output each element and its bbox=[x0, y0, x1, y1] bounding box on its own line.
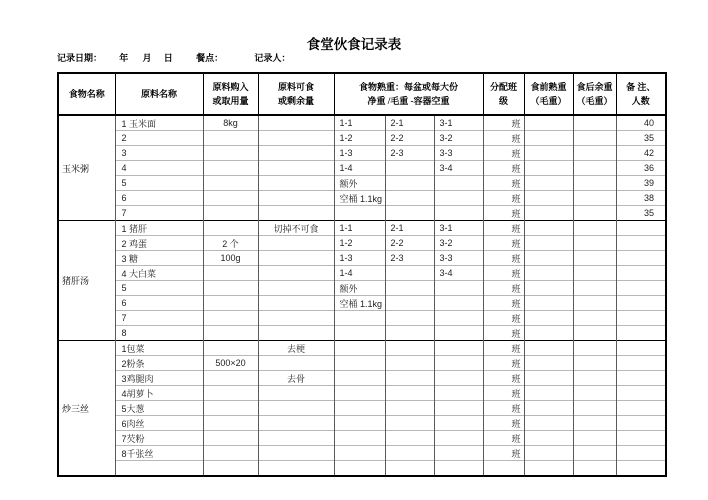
cell-purchase-amount: 500×20 bbox=[203, 356, 258, 371]
cell-purchase-amount: 8kg bbox=[203, 115, 258, 131]
cell-assigned-class: 班 bbox=[483, 221, 524, 236]
cell-material-name: 2 bbox=[115, 131, 203, 146]
table-row bbox=[58, 221, 666, 236]
cell-note-headcount bbox=[616, 371, 666, 386]
cell-post-meal-weight bbox=[573, 281, 616, 296]
cell-cooked-weight-1 bbox=[334, 371, 385, 386]
cell-material-name: 7芡粉 bbox=[115, 431, 203, 446]
column-header: 原料购入 或取用量 bbox=[203, 73, 258, 115]
cell-post-meal-weight bbox=[573, 326, 616, 341]
cell-cooked-weight-3 bbox=[434, 371, 483, 386]
record-table bbox=[57, 72, 667, 477]
cell-cooked-weight-1: 1-3 bbox=[334, 251, 385, 266]
cell-assigned-class: 班 bbox=[483, 176, 524, 191]
cell-edible-amount bbox=[258, 356, 334, 371]
cell-pre-meal-weight bbox=[524, 461, 573, 477]
cell-purchase-amount bbox=[203, 326, 258, 341]
table-row bbox=[58, 371, 666, 386]
cell-post-meal-weight bbox=[573, 236, 616, 251]
cell-cooked-weight-2: 2-2 bbox=[385, 236, 434, 251]
cell-cooked-weight-3 bbox=[434, 431, 483, 446]
cell-edible-amount bbox=[258, 236, 334, 251]
table-row bbox=[58, 296, 666, 311]
cell-post-meal-weight bbox=[573, 356, 616, 371]
table-row bbox=[58, 386, 666, 401]
cell-material-name: 3 糖 bbox=[115, 251, 203, 266]
cell-post-meal-weight bbox=[573, 296, 616, 311]
table-row bbox=[58, 311, 666, 326]
cell-edible-amount bbox=[258, 386, 334, 401]
cell-post-meal-weight bbox=[573, 386, 616, 401]
table-body bbox=[58, 115, 666, 476]
cell-cooked-weight-1 bbox=[334, 341, 385, 356]
cell-note-headcount bbox=[616, 296, 666, 311]
column-header: 备 注、 人数 bbox=[616, 73, 666, 115]
column-header: 原料名称 bbox=[115, 73, 203, 115]
cell-cooked-weight-2 bbox=[385, 461, 434, 477]
cell-purchase-amount bbox=[203, 161, 258, 176]
table-header bbox=[58, 73, 666, 115]
table-row bbox=[58, 236, 666, 251]
cell-note-headcount bbox=[616, 326, 666, 341]
cell-note-headcount bbox=[616, 446, 666, 461]
cell-pre-meal-weight bbox=[524, 206, 573, 221]
cell-cooked-weight-2 bbox=[385, 161, 434, 176]
column-header: 食前熟重 （毛重） bbox=[524, 73, 573, 115]
cell-pre-meal-weight bbox=[524, 176, 573, 191]
cell-cooked-weight-3 bbox=[434, 386, 483, 401]
cell-note-headcount: 36 bbox=[616, 161, 666, 176]
cell-purchase-amount bbox=[203, 176, 258, 191]
cell-cooked-weight-2: 2-1 bbox=[385, 115, 434, 131]
cell-cooked-weight-1: 1-4 bbox=[334, 161, 385, 176]
cell-post-meal-weight bbox=[573, 251, 616, 266]
cell-note-headcount bbox=[616, 236, 666, 251]
cell-cooked-weight-2 bbox=[385, 176, 434, 191]
table-row bbox=[58, 266, 666, 281]
cell-cooked-weight-2 bbox=[385, 386, 434, 401]
cell-note-headcount bbox=[616, 401, 666, 416]
cell-edible-amount bbox=[258, 311, 334, 326]
cell-assigned-class: 班 bbox=[483, 326, 524, 341]
cell-note-headcount bbox=[616, 341, 666, 356]
table-row bbox=[58, 356, 666, 371]
cell-pre-meal-weight bbox=[524, 266, 573, 281]
cell-material-name: 6 bbox=[115, 296, 203, 311]
cell-cooked-weight-3: 3-2 bbox=[434, 131, 483, 146]
cell-assigned-class: 班 bbox=[483, 401, 524, 416]
cell-cooked-weight-3: 3-3 bbox=[434, 146, 483, 161]
cell-cooked-weight-3 bbox=[434, 461, 483, 477]
cell-post-meal-weight bbox=[573, 266, 616, 281]
cell-cooked-weight-2: 2-3 bbox=[385, 251, 434, 266]
cell-material-name: 4 bbox=[115, 161, 203, 176]
meal-label: 餐点： bbox=[196, 53, 224, 63]
cell-pre-meal-weight bbox=[524, 371, 573, 386]
table-row bbox=[58, 341, 666, 356]
cell-pre-meal-weight bbox=[524, 115, 573, 131]
cell-pre-meal-weight bbox=[524, 416, 573, 431]
cell-note-headcount bbox=[616, 356, 666, 371]
table-row bbox=[58, 326, 666, 341]
cell-cooked-weight-1: 空桶 1.1kg bbox=[334, 296, 385, 311]
cell-edible-amount bbox=[258, 431, 334, 446]
cell-purchase-amount bbox=[203, 221, 258, 236]
cell-material-name: 4胡萝卜 bbox=[115, 386, 203, 401]
cell-cooked-weight-2 bbox=[385, 311, 434, 326]
cell-cooked-weight-1 bbox=[334, 356, 385, 371]
cell-cooked-weight-2 bbox=[385, 371, 434, 386]
cell-note-headcount bbox=[616, 386, 666, 401]
cell-note-headcount: 40 bbox=[616, 115, 666, 131]
cell-cooked-weight-3 bbox=[434, 341, 483, 356]
cell-cooked-weight-3 bbox=[434, 311, 483, 326]
table-row bbox=[58, 281, 666, 296]
food-name-cell: 炒三丝 bbox=[58, 341, 115, 477]
cell-edible-amount bbox=[258, 115, 334, 131]
cell-cooked-weight-1: 1-2 bbox=[334, 131, 385, 146]
cell-purchase-amount bbox=[203, 206, 258, 221]
cell-edible-amount bbox=[258, 176, 334, 191]
cell-note-headcount bbox=[616, 416, 666, 431]
cell-material-name: 5 bbox=[115, 281, 203, 296]
cell-edible-amount bbox=[258, 416, 334, 431]
cell-cooked-weight-2 bbox=[385, 281, 434, 296]
cell-purchase-amount bbox=[203, 341, 258, 356]
cell-cooked-weight-3 bbox=[434, 446, 483, 461]
cell-cooked-weight-2 bbox=[385, 266, 434, 281]
cell-edible-amount: 切掉不可食 bbox=[258, 221, 334, 236]
cell-note-headcount bbox=[616, 251, 666, 266]
cell-note-headcount bbox=[616, 311, 666, 326]
cell-cooked-weight-3: 3-1 bbox=[434, 221, 483, 236]
cell-assigned-class: 班 bbox=[483, 446, 524, 461]
cell-purchase-amount bbox=[203, 416, 258, 431]
cell-material-name: 8 bbox=[115, 326, 203, 341]
cell-note-headcount: 42 bbox=[616, 146, 666, 161]
cell-pre-meal-weight bbox=[524, 311, 573, 326]
cell-material-name: 7 bbox=[115, 206, 203, 221]
table-row bbox=[58, 191, 666, 206]
table-row bbox=[58, 146, 666, 161]
cell-post-meal-weight bbox=[573, 446, 616, 461]
cell-material-name bbox=[115, 461, 203, 477]
cell-assigned-class: 班 bbox=[483, 296, 524, 311]
table-row bbox=[58, 416, 666, 431]
cell-post-meal-weight bbox=[573, 341, 616, 356]
food-name-cell: 玉米粥 bbox=[58, 115, 115, 221]
cell-assigned-class: 班 bbox=[483, 266, 524, 281]
cell-material-name: 8千张丝 bbox=[115, 446, 203, 461]
cell-cooked-weight-2 bbox=[385, 341, 434, 356]
cell-purchase-amount bbox=[203, 296, 258, 311]
cell-cooked-weight-2 bbox=[385, 356, 434, 371]
table-row bbox=[58, 131, 666, 146]
cell-pre-meal-weight bbox=[524, 401, 573, 416]
cell-edible-amount: 去梗 bbox=[258, 341, 334, 356]
cell-note-headcount bbox=[616, 431, 666, 446]
cell-cooked-weight-1: 空桶 1.1kg bbox=[334, 191, 385, 206]
record-info-line bbox=[57, 51, 657, 64]
cell-note-headcount bbox=[616, 281, 666, 296]
recorder-label: 记录人： bbox=[254, 53, 291, 63]
cell-cooked-weight-1 bbox=[334, 401, 385, 416]
cell-pre-meal-weight bbox=[524, 221, 573, 236]
cell-pre-meal-weight bbox=[524, 131, 573, 146]
cell-purchase-amount bbox=[203, 191, 258, 206]
cell-edible-amount bbox=[258, 266, 334, 281]
cell-cooked-weight-2 bbox=[385, 191, 434, 206]
cell-purchase-amount bbox=[203, 446, 258, 461]
cell-cooked-weight-3: 3-4 bbox=[434, 161, 483, 176]
cell-cooked-weight-1 bbox=[334, 206, 385, 221]
food-name-cell: 猪肝汤 bbox=[58, 221, 115, 341]
cell-purchase-amount bbox=[203, 131, 258, 146]
cell-purchase-amount bbox=[203, 281, 258, 296]
cell-cooked-weight-3 bbox=[434, 176, 483, 191]
cell-cooked-weight-2 bbox=[385, 446, 434, 461]
cell-edible-amount bbox=[258, 161, 334, 176]
cell-material-name: 6肉丝 bbox=[115, 416, 203, 431]
cell-assigned-class: 班 bbox=[483, 431, 524, 446]
cell-edible-amount bbox=[258, 206, 334, 221]
cell-post-meal-weight bbox=[573, 206, 616, 221]
cell-cooked-weight-3 bbox=[434, 281, 483, 296]
cell-post-meal-weight bbox=[573, 431, 616, 446]
cell-cooked-weight-3 bbox=[434, 356, 483, 371]
cell-post-meal-weight bbox=[573, 371, 616, 386]
cell-note-headcount: 38 bbox=[616, 191, 666, 206]
cell-cooked-weight-1: 1-4 bbox=[334, 266, 385, 281]
column-header: 分配班 级 bbox=[483, 73, 524, 115]
cell-cooked-weight-1: 额外 bbox=[334, 176, 385, 191]
cell-cooked-weight-2: 2-1 bbox=[385, 221, 434, 236]
cell-post-meal-weight bbox=[573, 161, 616, 176]
cell-assigned-class: 班 bbox=[483, 311, 524, 326]
cell-pre-meal-weight bbox=[524, 431, 573, 446]
cell-post-meal-weight bbox=[573, 461, 616, 477]
cell-cooked-weight-2 bbox=[385, 401, 434, 416]
cell-note-headcount bbox=[616, 266, 666, 281]
cell-material-name: 4 大白菜 bbox=[115, 266, 203, 281]
cell-assigned-class: 班 bbox=[483, 146, 524, 161]
cell-note-headcount bbox=[616, 221, 666, 236]
cell-post-meal-weight bbox=[573, 146, 616, 161]
table-row bbox=[58, 401, 666, 416]
cell-material-name: 1 玉米面 bbox=[115, 115, 203, 131]
cell-edible-amount: 去骨 bbox=[258, 371, 334, 386]
cell-assigned-class: 班 bbox=[483, 206, 524, 221]
cell-cooked-weight-1 bbox=[334, 416, 385, 431]
cell-assigned-class: 班 bbox=[483, 371, 524, 386]
column-header: 食后余重 （毛重） bbox=[573, 73, 616, 115]
cell-purchase-amount bbox=[203, 386, 258, 401]
cell-assigned-class: 班 bbox=[483, 161, 524, 176]
cell-cooked-weight-1 bbox=[334, 311, 385, 326]
column-header: 食物名称 bbox=[58, 73, 115, 115]
cell-pre-meal-weight bbox=[524, 161, 573, 176]
cell-cooked-weight-2: 2-3 bbox=[385, 146, 434, 161]
cell-edible-amount bbox=[258, 146, 334, 161]
cell-cooked-weight-3: 3-4 bbox=[434, 266, 483, 281]
cell-purchase-amount: 2 个 bbox=[203, 236, 258, 251]
cell-edible-amount bbox=[258, 401, 334, 416]
cell-cooked-weight-1: 1-2 bbox=[334, 236, 385, 251]
cell-post-meal-weight bbox=[573, 131, 616, 146]
cell-purchase-amount bbox=[203, 431, 258, 446]
cell-note-headcount: 35 bbox=[616, 206, 666, 221]
cell-cooked-weight-3 bbox=[434, 206, 483, 221]
cell-cooked-weight-3 bbox=[434, 401, 483, 416]
cell-post-meal-weight bbox=[573, 191, 616, 206]
cell-cooked-weight-1 bbox=[334, 326, 385, 341]
cell-cooked-weight-1: 1-1 bbox=[334, 221, 385, 236]
cell-pre-meal-weight bbox=[524, 386, 573, 401]
cell-pre-meal-weight bbox=[524, 326, 573, 341]
cell-cooked-weight-3 bbox=[434, 191, 483, 206]
cell-pre-meal-weight bbox=[524, 446, 573, 461]
cell-assigned-class: 班 bbox=[483, 341, 524, 356]
cell-cooked-weight-2 bbox=[385, 416, 434, 431]
cell-cooked-weight-3 bbox=[434, 416, 483, 431]
table-row bbox=[58, 176, 666, 191]
cell-post-meal-weight bbox=[573, 416, 616, 431]
cell-purchase-amount bbox=[203, 401, 258, 416]
cell-material-name: 3 bbox=[115, 146, 203, 161]
cell-cooked-weight-2: 2-2 bbox=[385, 131, 434, 146]
cell-post-meal-weight bbox=[573, 401, 616, 416]
cell-pre-meal-weight bbox=[524, 236, 573, 251]
table-row bbox=[58, 431, 666, 446]
form-title: 食堂伙食记录表 bbox=[306, 37, 402, 52]
cell-cooked-weight-1: 1-3 bbox=[334, 146, 385, 161]
cell-purchase-amount bbox=[203, 461, 258, 477]
cell-material-name: 5大葱 bbox=[115, 401, 203, 416]
cell-post-meal-weight bbox=[573, 115, 616, 131]
cell-assigned-class: 班 bbox=[483, 115, 524, 131]
cell-edible-amount bbox=[258, 131, 334, 146]
table-row bbox=[58, 115, 666, 131]
cell-cooked-weight-3: 3-1 bbox=[434, 115, 483, 131]
cell-edible-amount bbox=[258, 326, 334, 341]
cell-pre-meal-weight bbox=[524, 296, 573, 311]
cell-material-name: 2粉条 bbox=[115, 356, 203, 371]
cell-post-meal-weight bbox=[573, 176, 616, 191]
column-header: 食物熟重：每盆或每大份 净重 /毛重 -容器空重 bbox=[334, 73, 483, 115]
cell-purchase-amount bbox=[203, 371, 258, 386]
cell-cooked-weight-1 bbox=[334, 446, 385, 461]
cell-cooked-weight-3: 3-3 bbox=[434, 251, 483, 266]
cell-material-name: 1包菜 bbox=[115, 341, 203, 356]
table-row bbox=[58, 446, 666, 461]
cell-edible-amount bbox=[258, 281, 334, 296]
cell-post-meal-weight bbox=[573, 311, 616, 326]
cell-assigned-class: 班 bbox=[483, 131, 524, 146]
cell-cooked-weight-2 bbox=[385, 206, 434, 221]
table-row bbox=[58, 161, 666, 176]
month-label: 月 bbox=[142, 53, 152, 63]
cell-cooked-weight-1 bbox=[334, 386, 385, 401]
cell-cooked-weight-1 bbox=[334, 461, 385, 477]
cell-cooked-weight-1 bbox=[334, 431, 385, 446]
cell-assigned-class: 班 bbox=[483, 386, 524, 401]
cell-assigned-class: 班 bbox=[483, 356, 524, 371]
cell-edible-amount bbox=[258, 461, 334, 477]
table-row bbox=[58, 461, 666, 477]
cell-material-name: 7 bbox=[115, 311, 203, 326]
cell-cooked-weight-3 bbox=[434, 296, 483, 311]
cell-edible-amount bbox=[258, 251, 334, 266]
cell-pre-meal-weight bbox=[524, 191, 573, 206]
year-label: 年 bbox=[119, 53, 129, 63]
cell-cooked-weight-3: 3-2 bbox=[434, 236, 483, 251]
cell-note-headcount bbox=[616, 461, 666, 477]
table-row bbox=[58, 206, 666, 221]
table-row bbox=[58, 251, 666, 266]
cell-cooked-weight-2 bbox=[385, 431, 434, 446]
cell-cooked-weight-1: 1-1 bbox=[334, 115, 385, 131]
cell-assigned-class: 班 bbox=[483, 236, 524, 251]
cell-pre-meal-weight bbox=[524, 146, 573, 161]
cell-purchase-amount bbox=[203, 311, 258, 326]
cell-note-headcount: 39 bbox=[616, 176, 666, 191]
cell-assigned-class: 班 bbox=[483, 251, 524, 266]
cell-material-name: 3鸡腿肉 bbox=[115, 371, 203, 386]
cell-purchase-amount bbox=[203, 266, 258, 281]
cell-edible-amount bbox=[258, 191, 334, 206]
cell-assigned-class: 班 bbox=[483, 416, 524, 431]
cell-cooked-weight-2 bbox=[385, 296, 434, 311]
cell-edible-amount bbox=[258, 296, 334, 311]
cell-material-name: 1 猪肝 bbox=[115, 221, 203, 236]
day-label: 日 bbox=[163, 53, 173, 63]
cell-material-name: 5 bbox=[115, 176, 203, 191]
cell-edible-amount bbox=[258, 446, 334, 461]
cell-purchase-amount bbox=[203, 146, 258, 161]
cell-cooked-weight-1: 额外 bbox=[334, 281, 385, 296]
cell-assigned-class bbox=[483, 461, 524, 477]
cell-assigned-class: 班 bbox=[483, 281, 524, 296]
cell-pre-meal-weight bbox=[524, 281, 573, 296]
cell-pre-meal-weight bbox=[524, 251, 573, 266]
cell-post-meal-weight bbox=[573, 221, 616, 236]
cell-purchase-amount: 100g bbox=[203, 251, 258, 266]
cell-assigned-class: 班 bbox=[483, 191, 524, 206]
record-date-label: 记录日期： bbox=[57, 53, 103, 63]
cell-cooked-weight-2 bbox=[385, 326, 434, 341]
cell-pre-meal-weight bbox=[524, 341, 573, 356]
cell-pre-meal-weight bbox=[524, 356, 573, 371]
cell-material-name: 6 bbox=[115, 191, 203, 206]
cell-material-name: 2 鸡蛋 bbox=[115, 236, 203, 251]
column-header: 原料可食 或剩余量 bbox=[258, 73, 334, 115]
cell-cooked-weight-3 bbox=[434, 326, 483, 341]
cell-note-headcount: 35 bbox=[616, 131, 666, 146]
